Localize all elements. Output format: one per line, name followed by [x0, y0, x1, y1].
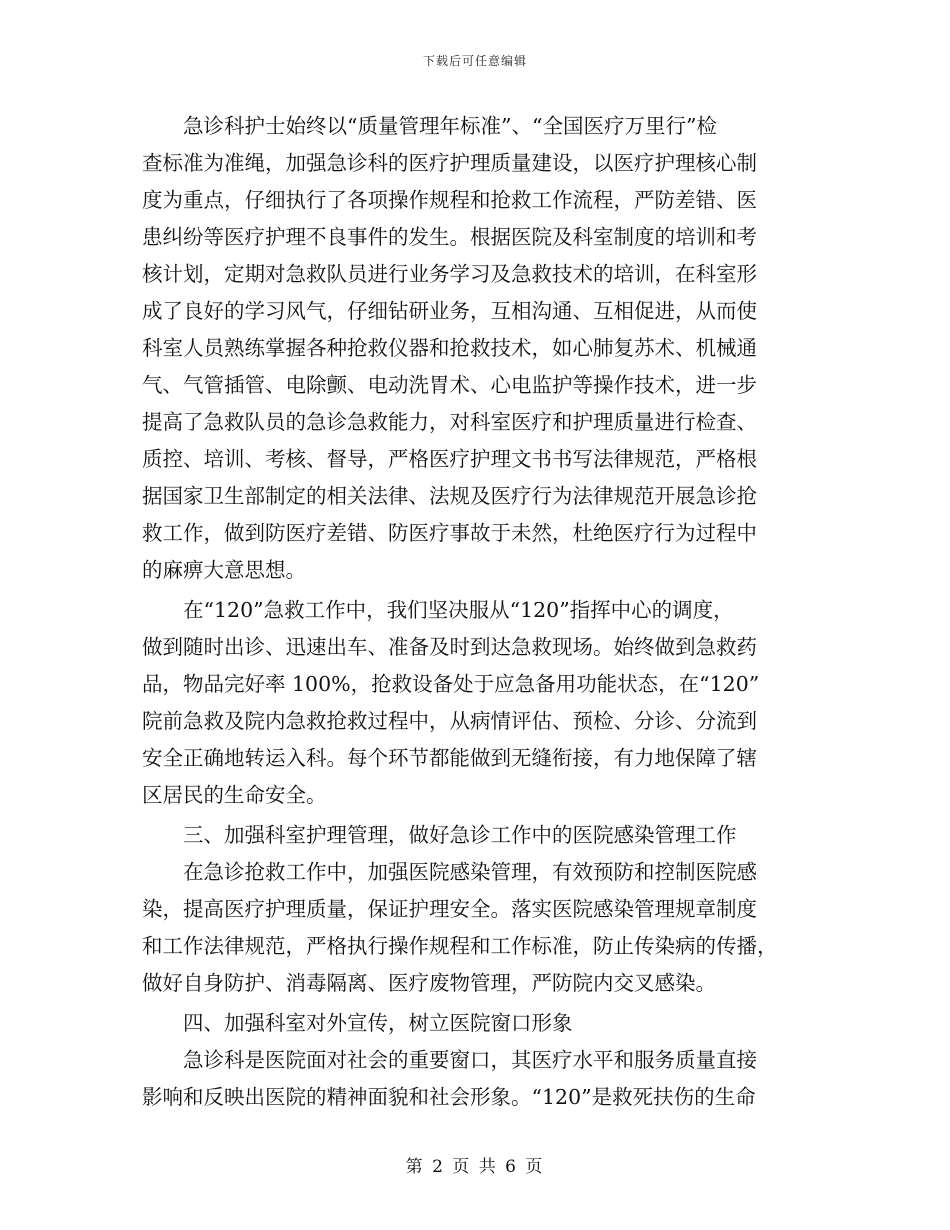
document-body	[142, 108, 812, 1116]
paragraph-quality-management	[142, 108, 812, 589]
section-heading-line: 四、加强科室对外宣传，树立医院窗口形象	[183, 1011, 573, 1035]
page-number-footer: 第 2 页 共 6 页	[405, 1157, 545, 1177]
paragraph-120-emergency	[142, 592, 812, 814]
text-line: 做到随时出诊、迅速出车、准备及时到达急救现场。始终做到急救药	[142, 635, 757, 659]
text-line: 查标准为准绳，加强急诊科的医疗护理质量建设，以医疗护理核心制	[142, 151, 757, 175]
section-heading-publicity	[142, 1005, 812, 1042]
paragraph-infection-control	[142, 854, 812, 1002]
text-line: 据国家卫生部制定的相关法律、法规及医疗行为法律规范开展急诊抢	[142, 484, 757, 508]
text-line: 救工作，做到防医疗差错、防医疗事故于未然，杜绝医疗行为过程中	[142, 521, 757, 545]
text-line: 急诊科是医院面对社会的重要窗口，其医疗水平和服务质量直接	[183, 1048, 757, 1072]
text-line: 影响和反映出医院的精神面貌和社会形象。“120”是救死扶伤的生命	[142, 1085, 756, 1109]
text-line: 的麻痹大意思想。	[142, 558, 306, 582]
text-line: 质控、培训、考核、督导，严格医疗护理文书书写法律规范，严格根	[142, 447, 757, 471]
page-header: 下载后可任意编辑	[422, 54, 527, 68]
text-line: 急诊科护士始终以“质量管理年标准”、“全国医疗万里行”检	[183, 114, 717, 138]
text-line: 做好自身防护、消毒隔离、医疗废物管理，严防院内交叉感染。	[142, 971, 716, 995]
paragraph-hospital-window	[142, 1042, 812, 1116]
text-line: 区居民的生命安全。	[142, 783, 327, 807]
text-line: 核计划，定期对急救队员进行业务学习及急救技术的培训，在科室形	[142, 262, 757, 286]
text-line: 提高了急救队员的急诊急救能力，对科室医疗和护理质量进行检查、	[142, 410, 757, 434]
text-line: 科室人员熟练掌握各种抢救仪器和抢救技术，如心肺复苏术、机械通	[142, 336, 757, 360]
section-heading-infection-management	[142, 817, 812, 854]
text-line: 和工作法律规范，严格执行操作规程和工作标准，防止传染病的传播，	[142, 934, 778, 958]
text-line: 气、气管插管、电除颤、电动洗胃术、心电监护等操作技术，进一步	[142, 373, 757, 397]
text-line: 院前急救及院内急救抢救过程中，从病情评估、预检、分诊、分流到	[142, 709, 757, 733]
section-heading-line: 三、加强科室护理管理，做好急诊工作中的医院感染管理工作	[183, 823, 737, 847]
text-line: 成了良好的学习风气，仔细钻研业务，互相沟通、互相促进，从而使	[142, 299, 757, 323]
text-line: 患纠纷等医疗护理不良事件的发生。根据医院及科室制度的培训和考	[142, 225, 757, 249]
text-line: 度为重点，仔细执行了各项操作规程和抢救工作流程，严防差错、医	[142, 188, 757, 212]
text-line: 品，物品完好率 100%，抢救设备处于应急备用功能状态，在“120”	[142, 672, 760, 696]
text-line: 染，提高医疗护理质量，保证护理安全。落实医院感染管理规章制度	[142, 897, 757, 921]
text-line: 安全正确地转运入科。每个环节都能做到无缝衔接，有力地保障了辖	[142, 746, 757, 770]
text-line: 在“120”急救工作中，我们坚决服从“120”指挥中心的调度，	[183, 598, 734, 622]
text-line: 在急诊抢救工作中，加强医院感染管理，有效预防和控制医院感	[183, 860, 757, 884]
